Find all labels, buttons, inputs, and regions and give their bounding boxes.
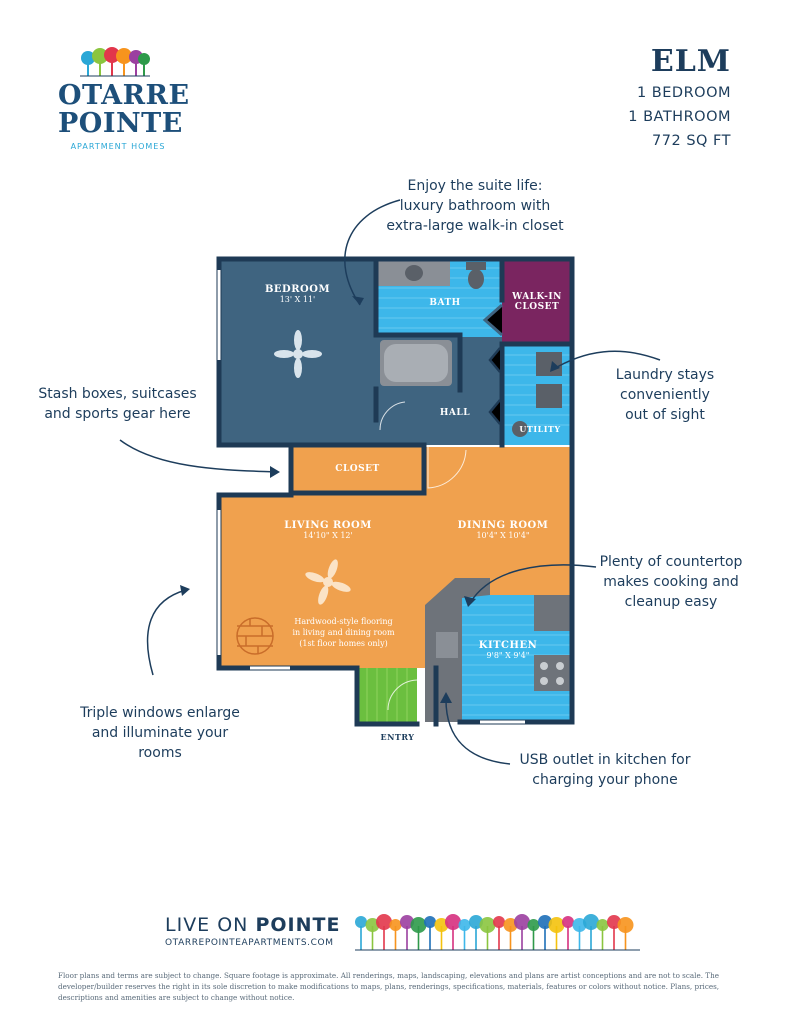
- callout-countertop: [596, 552, 746, 612]
- callout-usb-line1: USB outlet in kitchen for: [519, 752, 691, 768]
- pointe-text: POINTE: [255, 914, 341, 936]
- callout-windows-line2: and illuminate your rooms: [91, 725, 229, 761]
- entry-label: ENTRY: [380, 732, 415, 742]
- callout-windows-line1: Triple windows enlarge: [80, 705, 240, 721]
- website-url: OTARREPOINTEAPARTMENTS.COM: [165, 938, 334, 948]
- callout-usb-line2: charging your phone: [532, 772, 678, 788]
- callout-laundry: [610, 365, 720, 425]
- stove-icon: [534, 655, 570, 691]
- dryer-icon: [536, 384, 562, 408]
- flooring-note-line1: Hardwood-style flooring: [294, 617, 393, 626]
- walkin-closet-label-group: [506, 292, 568, 312]
- disclaimer: Floor plans and terms are subject to change. Square footage is approximate. All renderings, maps, landscaping, elevations and plans are artist conceptions and are not to scale. The developer/builder reserves the right in its sole discretion to make modifications to maps, plans, renderings, specifications, materials, features or colors without notice. Plans, prices, descriptions and amenities are subject to change without notice.: [58, 971, 720, 1002]
- callout-usb: [515, 750, 695, 790]
- plan-bathrooms: 1 BATHROOM: [628, 109, 731, 125]
- live-on-pointe: [165, 914, 340, 936]
- callout-suite: [375, 176, 575, 236]
- walkin-label-line1: WALK-IN: [512, 292, 562, 302]
- arrow-windows: [148, 590, 186, 675]
- callout-countertop-line1: Plenty of countertop: [599, 554, 743, 570]
- hall-label: HALL: [439, 408, 471, 418]
- live-on-text: LIVE ON: [165, 914, 256, 936]
- callout-suite-line2: luxury bathroom with: [399, 198, 551, 214]
- plan-area: 772 SQ FT: [652, 133, 731, 149]
- utility-label: UTILITY: [519, 424, 561, 434]
- closet-label: CLOSET: [335, 464, 380, 474]
- dining-room-dims: 10'4" X 10'4": [476, 531, 530, 540]
- bedroom-label: BEDROOM: [264, 284, 331, 295]
- toilet-icon: [466, 262, 486, 270]
- living-room-label: LIVING ROOM: [284, 520, 372, 531]
- flooring-note-line3: (1st floor homes only): [299, 639, 388, 648]
- brand-name-line2: POINTE: [58, 108, 183, 139]
- callout-laundry-line1: Laundry stays: [615, 367, 715, 383]
- callout-laundry-line2: conveniently: [620, 387, 710, 403]
- plan-name: ELM: [650, 44, 731, 79]
- callout-windows: [70, 703, 250, 763]
- living-room-label-group: [268, 520, 388, 540]
- plan-bedrooms: 1 BEDROOM: [636, 85, 731, 101]
- bedroom-dims: 13' X 11': [279, 295, 316, 304]
- flooring-note: [276, 616, 411, 649]
- walkin-label-line2: CLOSET: [514, 302, 560, 312]
- brand-name-line1: OTARRE: [58, 80, 190, 111]
- bath-label: BATH: [429, 298, 461, 308]
- callout-suite-line1: Enjoy the suite life:: [407, 178, 543, 194]
- washer-icon: [536, 352, 562, 376]
- brand-tagline: APARTMENT HOMES: [70, 142, 166, 151]
- bedroom-label-group: [250, 284, 345, 304]
- dining-room-label: DINING ROOM: [457, 520, 549, 531]
- dining-room-label-group: [443, 520, 563, 540]
- callout-stash: [35, 384, 200, 424]
- callout-stash-line2: and sports gear here: [44, 406, 191, 422]
- callout-stash-line1: Stash boxes, suitcases: [38, 386, 197, 402]
- kitchen-dims: 9'8" X 9'4": [486, 651, 530, 660]
- footer-trees-icon: [355, 908, 645, 954]
- callout-laundry-line3: out of sight: [625, 407, 705, 423]
- kitchen-label: KITCHEN: [478, 640, 538, 651]
- refrigerator-icon: [534, 595, 570, 631]
- callout-countertop-line3: cleanup easy: [624, 594, 718, 610]
- callout-countertop-line2: makes cooking and: [603, 574, 739, 590]
- living-room-dims: 14'10" X 12': [303, 531, 353, 540]
- flooring-note-line2: in living and dining room: [292, 628, 395, 637]
- kitchen-label-group: [468, 640, 548, 660]
- callout-suite-line3: extra-large walk-in closet: [386, 218, 564, 234]
